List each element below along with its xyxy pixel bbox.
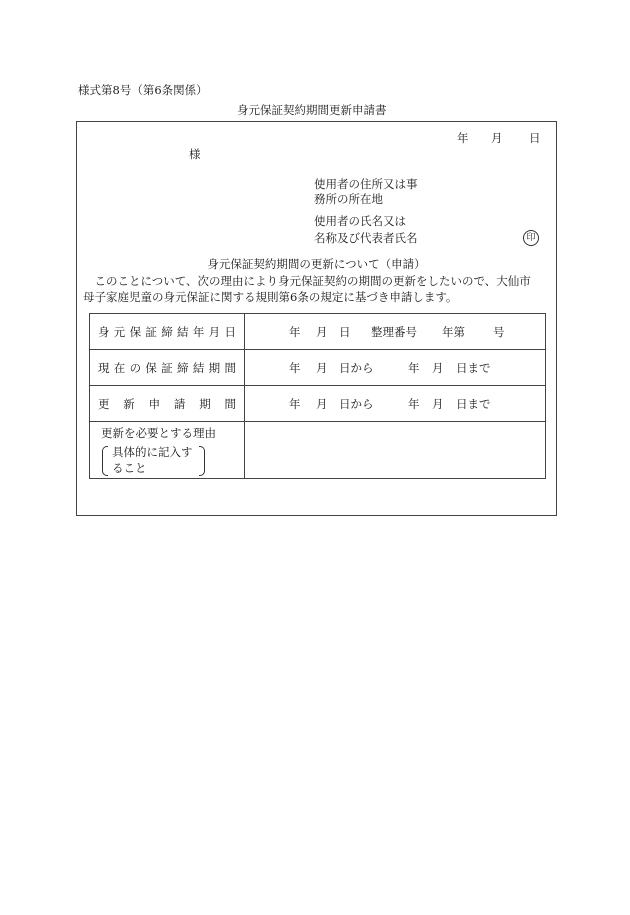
renewal-reason-label: 更新を必要とする理由 xyxy=(101,426,216,440)
applicant-name-label-line1: 使用者の氏名又は xyxy=(314,214,406,228)
reference-year-unit: 年第 xyxy=(442,325,465,339)
year-unit: 年 xyxy=(289,325,301,339)
table-row xyxy=(90,314,546,350)
day-unit: 日 xyxy=(339,325,351,339)
row-label-cell xyxy=(90,422,245,479)
date-month-label: 月 xyxy=(491,131,503,145)
applicant-name-label-line2: 名称及び代表者氏名 xyxy=(314,231,418,245)
reference-number-label: 整理番号 xyxy=(371,325,417,339)
date-day-label: 日 xyxy=(529,131,541,145)
guarantee-date-label: 身元保証締結年月日 xyxy=(98,324,236,339)
renewal-period-field[interactable] xyxy=(245,386,546,422)
body-text-line1: このことについて、次の理由により身元保証契約の期間の更新をしたいので、大仙市 xyxy=(83,274,531,288)
to-day-unit: 日まで xyxy=(456,397,491,411)
form-frame xyxy=(76,121,557,516)
reason-note-line2: ること xyxy=(112,461,147,475)
month-unit: 月 xyxy=(316,325,328,339)
from-month-unit: 月 xyxy=(316,397,328,411)
row-label-cell xyxy=(90,350,245,386)
date-year-label: 年 xyxy=(457,131,469,145)
reason-note-line1: 具体的に記入す xyxy=(112,445,193,459)
table-row xyxy=(90,386,546,422)
renewal-period-label: 更新申請期間 xyxy=(98,396,236,411)
table-row xyxy=(90,350,546,386)
to-month-unit: 月 xyxy=(432,397,444,411)
application-table xyxy=(89,313,546,479)
from-month-unit: 月 xyxy=(316,361,328,375)
current-period-field[interactable] xyxy=(245,350,546,386)
reference-number-unit: 号 xyxy=(493,325,505,339)
document-title: 身元保証契約期間更新申請書 xyxy=(237,103,387,117)
to-month-unit: 月 xyxy=(432,361,444,375)
current-period-label: 現在の保証締結期間 xyxy=(98,360,236,375)
subject-line: 身元保証契約期間の更新について（申請） xyxy=(207,257,426,271)
from-year-unit: 年 xyxy=(289,361,301,375)
body-text-line2: 母子家庭児童の身元保証に関する規則第6条の規定に基づき申請します。 xyxy=(83,290,458,304)
form-number: 様式第8号（第6条関係） xyxy=(78,83,208,97)
row-label-cell xyxy=(90,314,245,350)
table-row xyxy=(90,422,546,479)
row-label-cell xyxy=(90,386,245,422)
addressee-suffix: 様 xyxy=(189,147,201,161)
to-day-unit: 日まで xyxy=(456,361,491,375)
from-year-unit: 年 xyxy=(289,397,301,411)
applicant-address-label-line1: 使用者の住所又は事 xyxy=(314,177,418,191)
from-day-unit: 日から xyxy=(339,397,374,411)
from-day-unit: 日から xyxy=(339,361,374,375)
guarantee-date-field[interactable] xyxy=(245,314,546,350)
to-year-unit: 年 xyxy=(408,361,420,375)
renewal-reason-field[interactable] xyxy=(245,422,546,479)
seal-mark: 印 xyxy=(523,230,539,246)
left-bracket xyxy=(102,446,108,476)
applicant-address-label-line2: 務所の所在地 xyxy=(314,192,383,206)
right-bracket xyxy=(199,446,205,476)
to-year-unit: 年 xyxy=(408,397,420,411)
